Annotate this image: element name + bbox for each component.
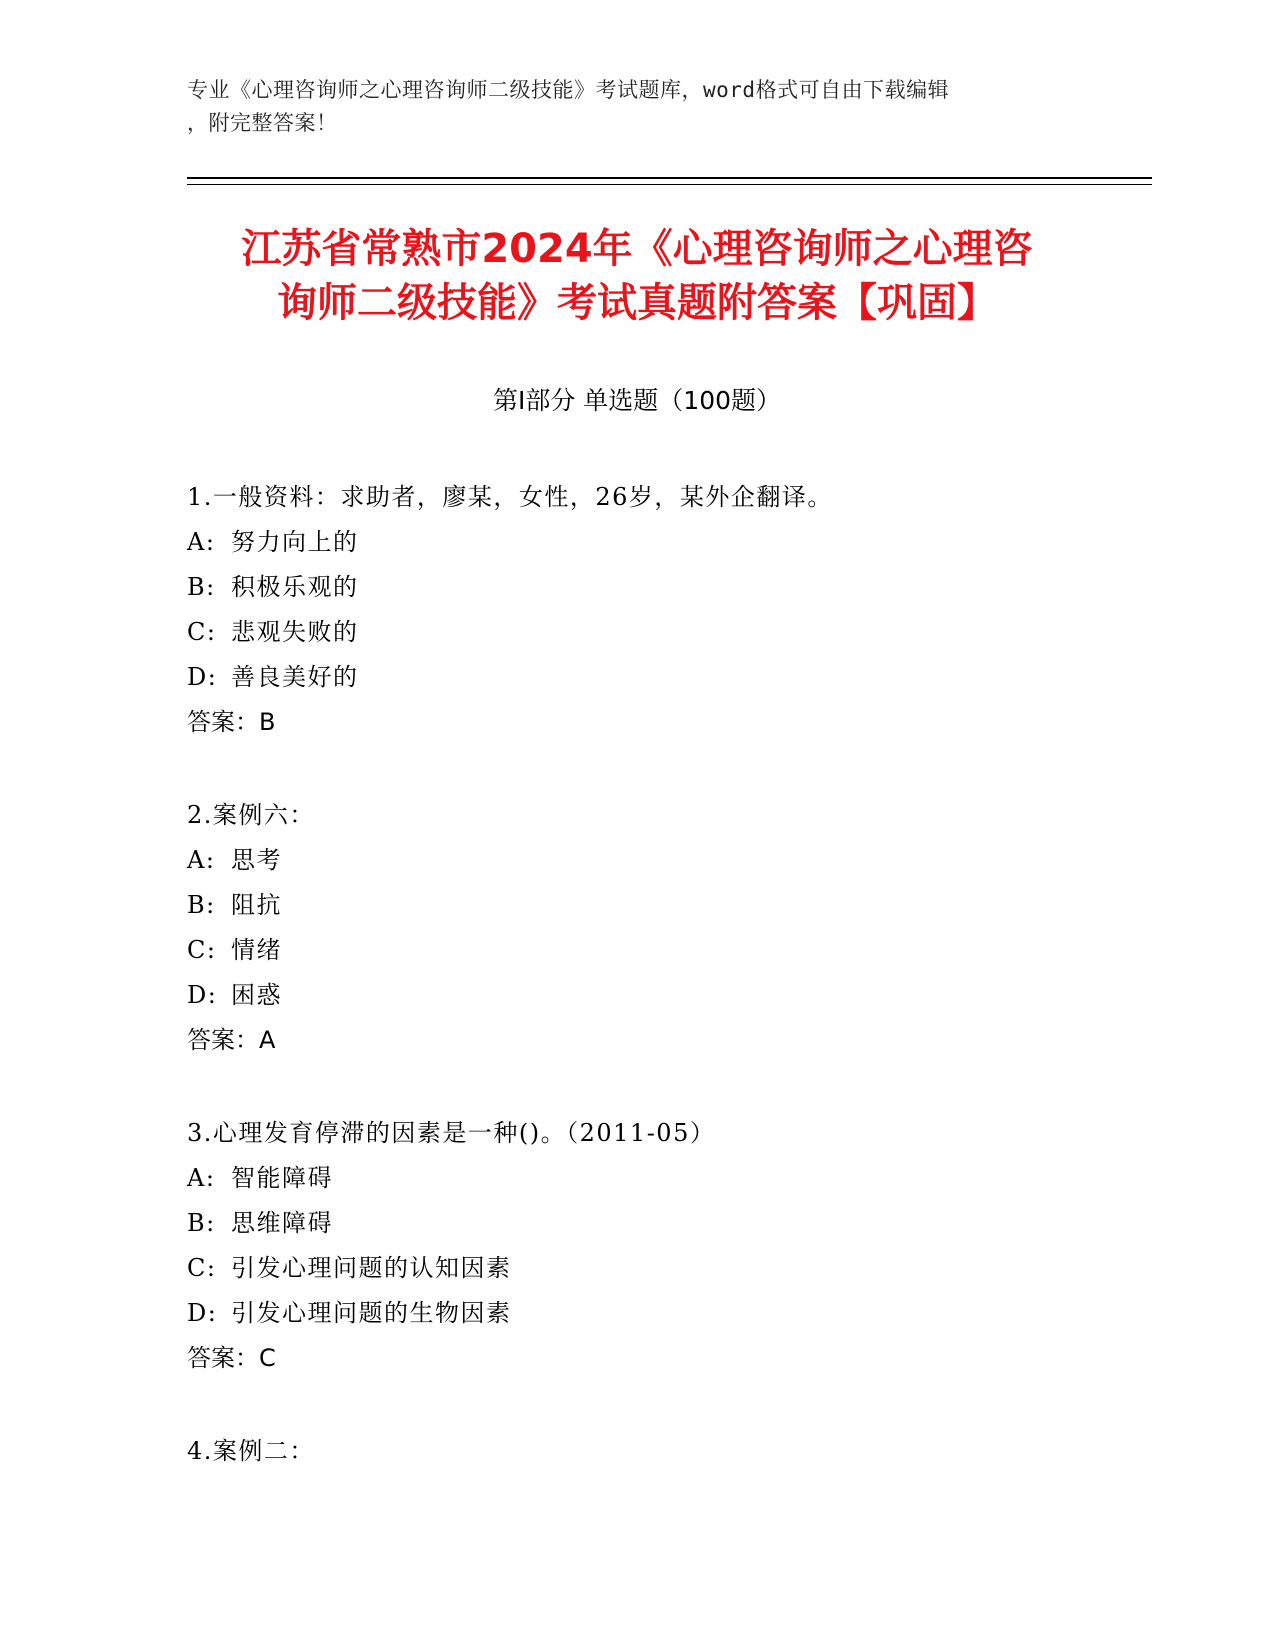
option-letter: D: <box>187 981 218 1009</box>
option-text: 思考 <box>231 846 282 874</box>
answer: 答案：C <box>187 1344 276 1372</box>
option-text: 困惑 <box>231 981 282 1009</box>
option-letter: B: <box>187 1209 216 1237</box>
option-text: 智能障碍 <box>231 1164 333 1192</box>
question-3 <box>187 1111 1147 1381</box>
header-divider-thick <box>187 177 1152 179</box>
question-stem: 4.案例二： <box>187 1437 315 1465</box>
question-1 <box>187 475 1147 745</box>
option-text: 善良美好的 <box>231 663 359 691</box>
option-a <box>187 520 1147 565</box>
question-stem: 1.一般资料：求助者，廖某，女性，26岁，某外企翻译。 <box>187 483 833 511</box>
option-b <box>187 883 1147 928</box>
option-text: 引发心理问题的生物因素 <box>231 1299 512 1327</box>
header-divider-thin <box>187 184 1152 185</box>
answer: 答案：A <box>187 1026 276 1054</box>
document-title-line-2: 询师二级技能》考试真题附答案【巩固】 <box>277 280 997 326</box>
document-title <box>187 222 1087 330</box>
option-letter: A: <box>187 1164 216 1192</box>
option-letter: A: <box>187 846 216 874</box>
header-note-line-1: 专业《心理咨询师之心理咨询师二级技能》考试题库，word格式可自由下载编辑 <box>187 78 950 102</box>
option-letter: B: <box>187 891 216 919</box>
option-letter: C: <box>187 1254 217 1282</box>
section-heading: 第Ⅰ部分 单选题（100题） <box>492 386 782 415</box>
question-4 <box>187 1429 1147 1474</box>
option-b <box>187 1201 1147 1246</box>
answer: 答案：B <box>187 708 276 736</box>
option-text: 悲观失败的 <box>231 618 359 646</box>
option-d <box>187 973 1147 1018</box>
option-text: 努力向上的 <box>231 528 359 556</box>
option-text: 情绪 <box>231 936 282 964</box>
option-c <box>187 1246 1147 1291</box>
question-stem: 2.案例六： <box>187 801 315 829</box>
option-a <box>187 1156 1147 1201</box>
question-list <box>187 475 1147 1522</box>
option-letter: A: <box>187 528 216 556</box>
option-b <box>187 565 1147 610</box>
option-letter: C: <box>187 936 217 964</box>
option-text: 阻抗 <box>231 891 282 919</box>
option-d <box>187 1291 1147 1336</box>
header-note-line-2: ，附完整答案！ <box>187 111 338 135</box>
option-text: 积极乐观的 <box>231 573 359 601</box>
option-d <box>187 655 1147 700</box>
option-letter: D: <box>187 663 218 691</box>
option-c <box>187 610 1147 655</box>
option-letter: B: <box>187 573 216 601</box>
option-a <box>187 838 1147 883</box>
question-2 <box>187 793 1147 1063</box>
option-text: 思维障碍 <box>231 1209 333 1237</box>
option-letter: C: <box>187 618 217 646</box>
option-c <box>187 928 1147 973</box>
question-stem: 3.心理发育停滞的因素是一种()。（2011-05） <box>187 1119 716 1147</box>
document-title-line-1: 江苏省常熟市2024年《心理咨询师之心理咨 <box>241 226 1033 272</box>
header-note <box>187 74 1067 140</box>
option-letter: D: <box>187 1299 218 1327</box>
option-text: 引发心理问题的认知因素 <box>231 1254 512 1282</box>
